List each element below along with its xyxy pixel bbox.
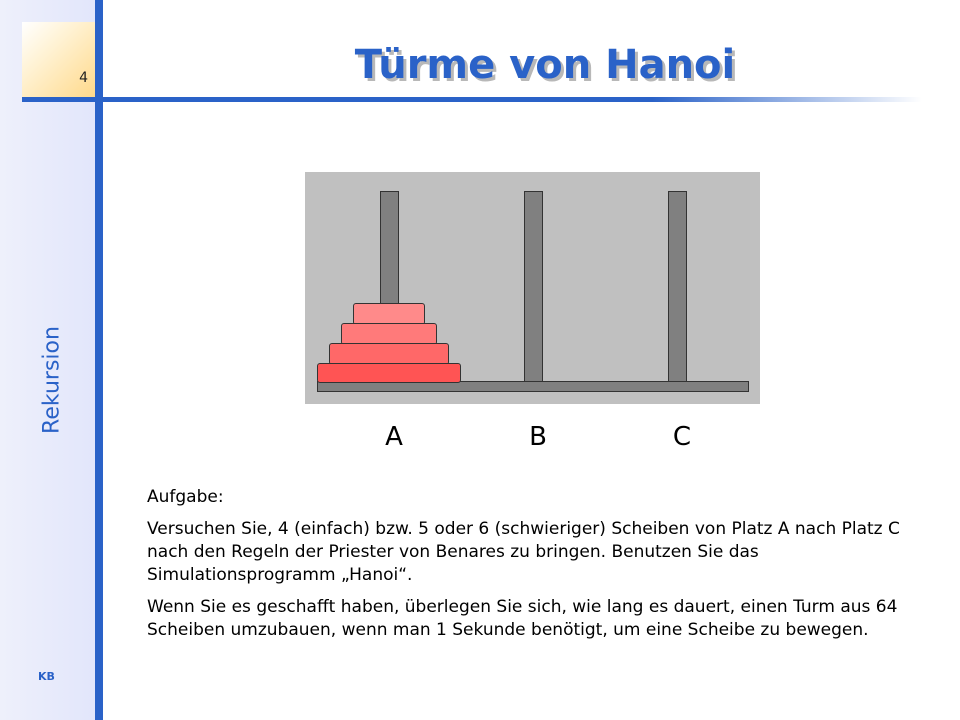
task-text <box>147 486 927 651</box>
section-label: Rekursion <box>39 326 65 434</box>
peg-label-a: A <box>385 422 403 452</box>
disk-4 <box>317 363 461 383</box>
peg-b <box>524 191 543 383</box>
task-paragraph-1: Versuchen Sie, 4 (einfach) bzw. 5 oder 6 (schwieriger) Scheiben von Platz A nach Platz C nach den Regeln der Priester von Benares zu bringen. Benutzen Sie das Simulationsprogramm „Hanoi“. <box>147 519 900 585</box>
disk-2 <box>341 323 437 345</box>
vertical-divider <box>95 0 103 720</box>
slide-title: Türme von Hanoi <box>354 42 736 88</box>
page-number-box <box>22 22 95 98</box>
author-initials: KB <box>38 670 55 683</box>
disk-1 <box>353 303 425 325</box>
peg-c <box>668 191 687 383</box>
disk-3 <box>329 343 449 365</box>
page-number: 4 <box>79 70 88 86</box>
peg-label-b: B <box>529 422 547 452</box>
hanoi-board <box>305 172 760 404</box>
horizontal-divider <box>22 97 922 102</box>
peg-label-c: C <box>672 422 692 452</box>
task-paragraph-2: Wenn Sie es geschafft haben, überlegen Sie sich, wie lang es dauert, einen Turm aus 64 Scheiben umzubauen, wenn man 1 Sekunde benötigt, um eine Scheibe zu bewegen. <box>147 597 898 640</box>
task-heading: Aufgabe: <box>147 487 224 507</box>
